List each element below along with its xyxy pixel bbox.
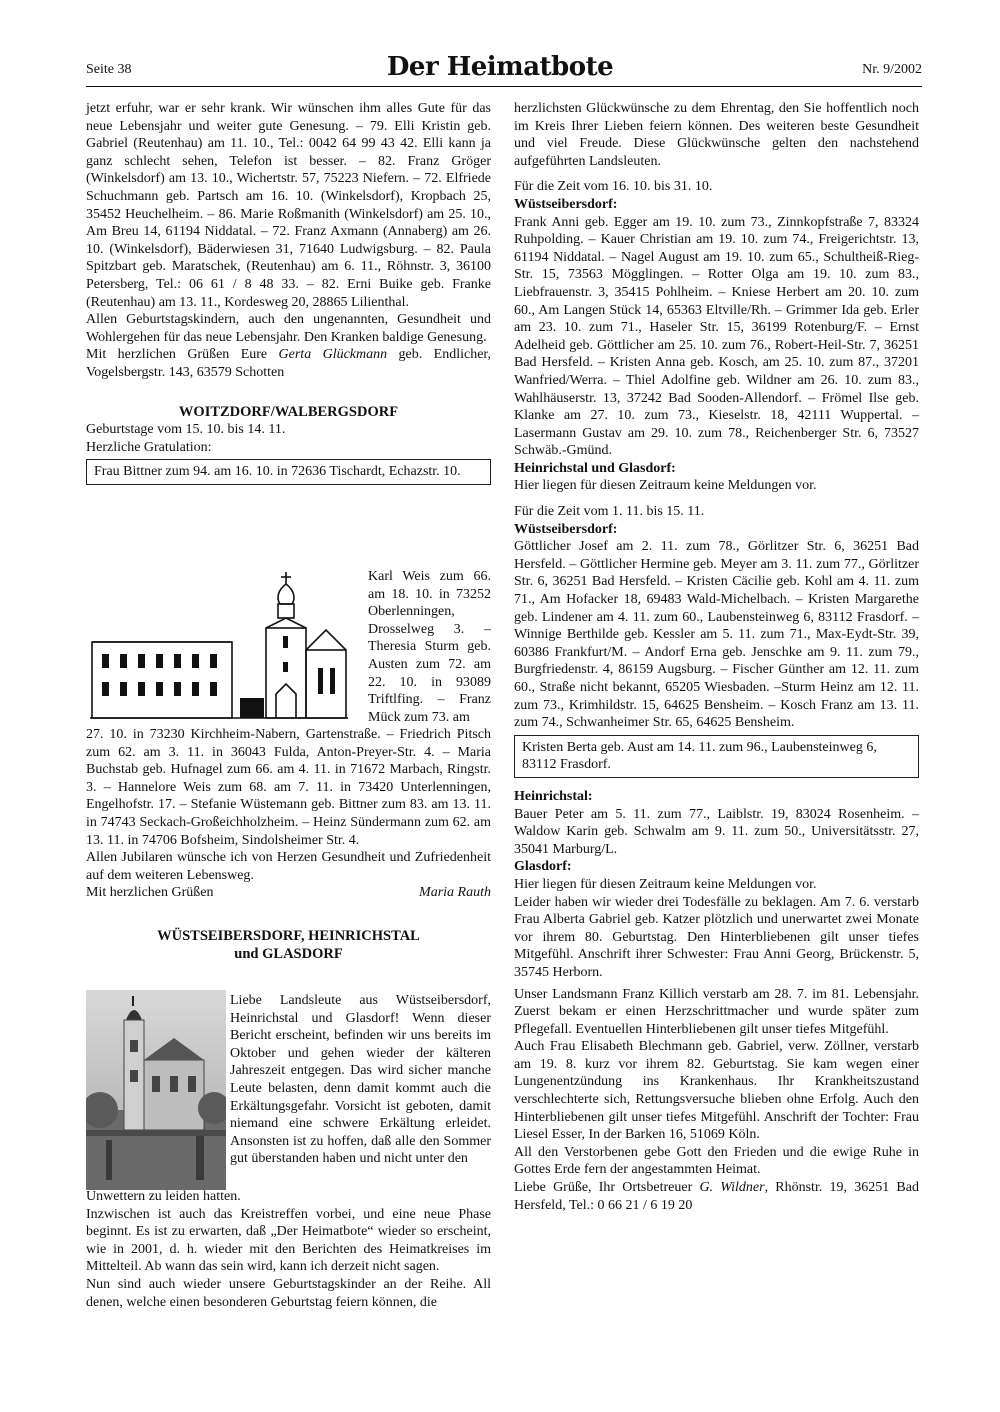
- issue-number: Nr. 9/2002: [862, 62, 922, 77]
- subheading-heinrichstal-glasdorf: Heinrichstal und Glasdorf:: [514, 460, 676, 476]
- left-column: [86, 100, 491, 570]
- signature-author: G. Wildner: [699, 1180, 765, 1196]
- subheading-heinrichstal: Heinrichstal:: [514, 788, 593, 804]
- section-subtitle-glasdorf: und GLASDORF: [234, 945, 343, 962]
- subheading-glasdorf: Glasdorf:: [514, 859, 572, 875]
- period-2: Für die Zeit vom 1. 11. bis 15. 11.: [514, 504, 705, 520]
- wuest-paragraph-3: Nun sind auch wieder unsere Geburtstagskinder an der Reihe. All denen, welche einen besonderen Geburtstag feiern können, die: [86, 1276, 491, 1310]
- signature-address: , Rhönstr. 19, 36251 Bad Hersfeld, Tel.: 0 66 21 / 6 19 20: [514, 1180, 919, 1213]
- greeting-address: geb. Endlicher, Vogelsbergstr. 143, 63579 Schotten: [86, 347, 492, 380]
- no-reports-2: Hier liegen für diesen Zeitraum keine Meldungen vor.: [514, 876, 817, 892]
- church-photo: [86, 990, 226, 1190]
- woitzdorf-birthdays: 27. 10. in 73230 Kirchheim-Nabern, Gartenstraße. – Friedrich Pitsch zum 62. am 3. 11. in 36043 Fulda, Anton-Preyer-Str. 4. – Maria Buchstab geb. Hufnagel zum 66. am 4. 11. in 71672 Marbach, Ringstr. 3. – Hannelore Weis zum 68. am 7. 11. in 73420 Unterlenningen, Engelhofstr. 17. – Stefanie Wüstemann geb. Bittner zum 83. am 13. 11. in 74743 Seckach-Großeichholzheim. – Heinz Sündermann zum 62. am 13. 11. in 74706 Bofsheim, Sindolsheimer Str. 4.: [86, 727, 491, 848]
- signature-greeting: Mit herzlichen Grüßen: [86, 885, 214, 901]
- church-side-text: Karl Weis zum 66. am 18. 10. in 73252 Oberlenningen, Drosselweg 3. – Theresia Sturm geb. Austen zum 72. am 22. 10. in 93089 Triftlfing. – Franz Mück zum 73. am: [368, 569, 491, 725]
- header-rule: [86, 86, 922, 87]
- church-illustration: [90, 570, 350, 720]
- obituary-1: Leider haben wir wieder drei Todesfälle zu beklagen. Am 7. 6. verstarb Frau Alberta Gabriel geb. Katzer plötzlich und unerwartet zwei Monate vor ihrem 80. Geburtstag. Den Hinterbliebenen gilt unser tiefes Mitgefühl. Anschrift ihrer Schwester: Frau Anni Georg, Brückenstr. 5, 35745 Herborn.: [514, 894, 919, 980]
- greeting-author: Gerta Glückmann: [278, 347, 388, 363]
- signature-greeting: Liebe Grüße, Ihr Ortsbetreuer: [514, 1180, 693, 1196]
- signature-name: Maria Rauth: [419, 885, 491, 901]
- no-reports-1: Hier liegen für diesen Zeitraum keine Meldungen vor.: [514, 478, 817, 494]
- left-column-continued: [86, 726, 491, 963]
- wuest-cont: Unwettern zu leiden hatten.: [86, 1189, 241, 1204]
- closing-paragraph: All den Verstorbenen gebe Gott den Frieden und die ewige Ruhe in Gottes Erde fern der angestammten Heimat.: [514, 1144, 919, 1178]
- birthday-list-2: Göttlicher Josef am 2. 11. zum 78., Görlitzer Str. 6, 36251 Bad Hersfeld. – Göttlicher Hermine geb. Meyer am 3. 11. zum 77., Görlitzer Str. 6, 36251 Bad Hersfeld. – Kristen Cäcilie geb. Kohl am 4. 11. zum 71., Am Hofacker 18, 69483 Wald-Michelbach. – Kristen Margarethe geb. Lindener am 4. 11. zum 60., Laubensteinweg 6, 83112 Frasdorf. – Winnige Berthilde geb. Kessler am 5. 11. zum 71., Max-Eydt-Str. 39, 60386 Frankfurt/M. – Andorf Erna geb. Jenschke am 9. 11. zum 79., Burgfriedenstr. 4, 86159 Augsburg. – Fischer Günther am 12. 11. zum 60., Straße nicht bekannt, 65205 Wiesbaden. –Sturm Heinz am 12. 11. zum 73., Krimhildstr. 15, 64625 Bensheim. – Kosch Franz am 13. 11. zum 74., Schwanheimer Str. 65, 64625 Bensheim.: [514, 539, 919, 731]
- wuest-intro-text: Liebe Landsleute aus Wüstseibersdorf, Heinrichstal und Glasdorf! Wenn dieser Bericht erscheint, befinden wir uns bereits im Oktober und gehen wieder der kälteren Jahreszeit entgegen. Das wird sicher manche Leute belasten, denn damit kommt auch die Erkältungsgefahr. Vorsicht ist geboten, damit niemand eine schwere Erkältung erleidet. Ansonsten ist zu hoffen, daß alle den Sommer gut überstanden haben und nicht unter den: [230, 993, 491, 1167]
- right-signature: [514, 1179, 919, 1214]
- obituary-3: Auch Frau Elisabeth Blechmann geb. Gabriel, verw. Zöllner, verstarb am 19. 8. kurz vor ihrem 82. Geburtstag. Sie kam wegen einer Lungenentzündung ins Krankenhaus. Ihr Krankheitszustand verschlechterte sich, Rettungsversuche blieben ohne Erfolg. Auch den Hinterbliebenen gilt unser tiefes Mitgefühl. Anschrift der Tochter: Frau Liesel Esser, In der Barken 16, 51069 Köln.: [514, 1039, 919, 1143]
- woitzdorf-wish: Allen Jubilaren wünsche ich von Herzen Gesundheit und Zufriedenheit auf dem weiteren Lebensweg.: [86, 850, 491, 883]
- greeting-paragraph: [86, 346, 491, 381]
- greeting-text: Mit herzlichen Grüßen Eure: [86, 347, 268, 363]
- section-title-woitzdorf: WOITZDORF/WALBERGSDORF: [178, 403, 399, 420]
- page-number: Seite 38: [86, 62, 132, 77]
- section-title-wuestseibersdorf: WÜSTSEIBERSDORF, HEINRICHSTAL: [157, 927, 420, 944]
- right-column: [514, 100, 919, 1214]
- wishes-paragraph: Allen Geburtstagskindern, auch den ungenannten, Gesundheit und Wohlergehen für das neue Lebensjahr. Den Kranken baldige Genesung.: [86, 312, 491, 345]
- woitzdorf-period: Geburtstage vom 15. 10. bis 14. 11.: [86, 422, 286, 438]
- subheading-wuest-1: Wüstseibersdorf:: [514, 196, 618, 212]
- period-1: Für die Zeit vom 16. 10. bis 31. 10.: [514, 179, 713, 195]
- left-column-bottom: [86, 1188, 491, 1311]
- intro-paragraph: jetzt erfuhr, war er sehr krank. Wir wünschen ihm alles Gute für das neue Lebensjahr und weiter gute Genesung. – 79. Elli Kristin geb. Gabriel (Reutenhau) am 11. 10., Tel.: 0042 64 99 43 42. Elli kann ja ganz schlecht sehen, Telefon ist besser. – 82. Franz Gröger (Winkelsdorf) am 13. 10., Wichertstr. 57, 75223 Niefern. – 72. Elfriede Schuchmann geb. Partsch am 16. 10. (Winkelsdorf), Kropbach 25, 35452 Heuchelheim. – 86. Marie Roßmanith (Winkelsdorf) am 25. 10., Am Breu 14, 61194 Niddatal. – 72. Franz Axmann (Annaberg) am 26. 10. (Winkelsdorf), Bäderwiesen 31, 71640 Ludwigsburg. – 82. Paula Spitzbart geb. Maratschek, (Reutenhau) am 6. 11., Röhnstr. 3, 36100 Petersberg, Tel.: 06 61 / 8 48 33. – 82. Erni Buike geb. Franke (Reutenhau) am 13. 11., Kordesweg 20, 28865 Lilienthal.: [86, 101, 491, 310]
- woitzdorf-signature: [86, 884, 491, 902]
- highlight-box-bittner: Frau Bittner zum 94. am 16. 10. in 72636 Tischardt, Echazstr. 10.: [86, 459, 491, 485]
- birthday-list-1: Frank Anni geb. Egger am 19. 10. zum 73., Zinnkopfstraße 7, 83324 Ruhpolding. – Kauer Christian am 19. 10. zum 74., Freigerichtstr. 13, 61194 Niddatal. – Nagel August am 19. 10. zum 65., Schultheiß-Rieg-Str. 15, 73563 Mögglingen. – Rotter Olga am 19. 10. zum 83., Liebfrauenstr. 3, 35415 Pohlheim. – Kniese Herbert am 20. 10. zum 60., Am Langen Stück 14, 65363 Eltville/Rh. – Grimmer Ida geb. Erler am 23. 10. zum 71., Haseler Str. 15, 36199 Rotenburg/F. – Ernst Adelheid geb. Göttlicher am 25. 10. zum 76., Robert-Heil-Str. 7, 36251 Bad Hersfeld. – Kristen Anna geb. Kosch, am 25. 10. zum 87., 37201 Wanfried/Werra. – Thiel Adolfine geb. Wildner am 26. 10. zum 83., Wahlhäuserstr. 13, 37242 Bad Sooden-Allendorf. – Frömel Ilse geb. Klanke am 27. 10. zum 73., Kieselstr. 18, 42111 Wuppertal. – Lasermann Gustav am 29. 10. zum 78., Reichenberger Str. 6, 73527 Schwäb.-Gmünd.: [514, 214, 919, 459]
- obituary-2: Unser Landsmann Franz Killich verstarb am 28. 7. im 81. Lebensjahr. Zuerst bekam er einen Herzschrittmacher und wurde später zum Pflegefall. Eventuellen Hinterbliebenen gilt unser tiefes Mitgefühl.: [514, 986, 919, 1037]
- congrats-paragraph: herzlichsten Glückwünsche zu dem Ehrentag, den Sie hoffentlich noch im Kreis Ihrer Lieben feiern können. Des weiteren beste Gesundheit und viel Freude. Diese Glückwünsche gelten den nachstehend aufgeführten Landsleuten.: [514, 101, 919, 169]
- masthead-logo: Der Heimatbote: [386, 52, 614, 82]
- highlight-box-kristen-berta: Kristen Berta geb. Aust am 14. 11. zum 96., Laubensteinweg 6, 83112 Frasdorf.: [514, 735, 919, 778]
- birthday-list-3: Bauer Peter am 5. 11. zum 77., Laiblstr. 19, 83024 Rosenheim. – Waldow Karin geb. Schwalm am 9. 11. zum 50., Universitätsstr. 27, 35041 Marburg/L.: [514, 806, 919, 857]
- subheading-wuest-2: Wüstseibersdorf:: [514, 521, 618, 537]
- woitzdorf-congrats: Herzliche Gratulation:: [86, 439, 212, 455]
- wuest-paragraph-2: Inzwischen ist auch das Kreistreffen vorbei, und eine neue Phase beginnt. Es ist zu erwarten, daß „Der Heimatbote“ wieder so erscheint, wie in 2001, d. h. wieder mit den Berichten des Heimatkreises im Mittelteil. Ab wann das sein wird, kann ich derzeit nicht sagen.: [86, 1206, 491, 1275]
